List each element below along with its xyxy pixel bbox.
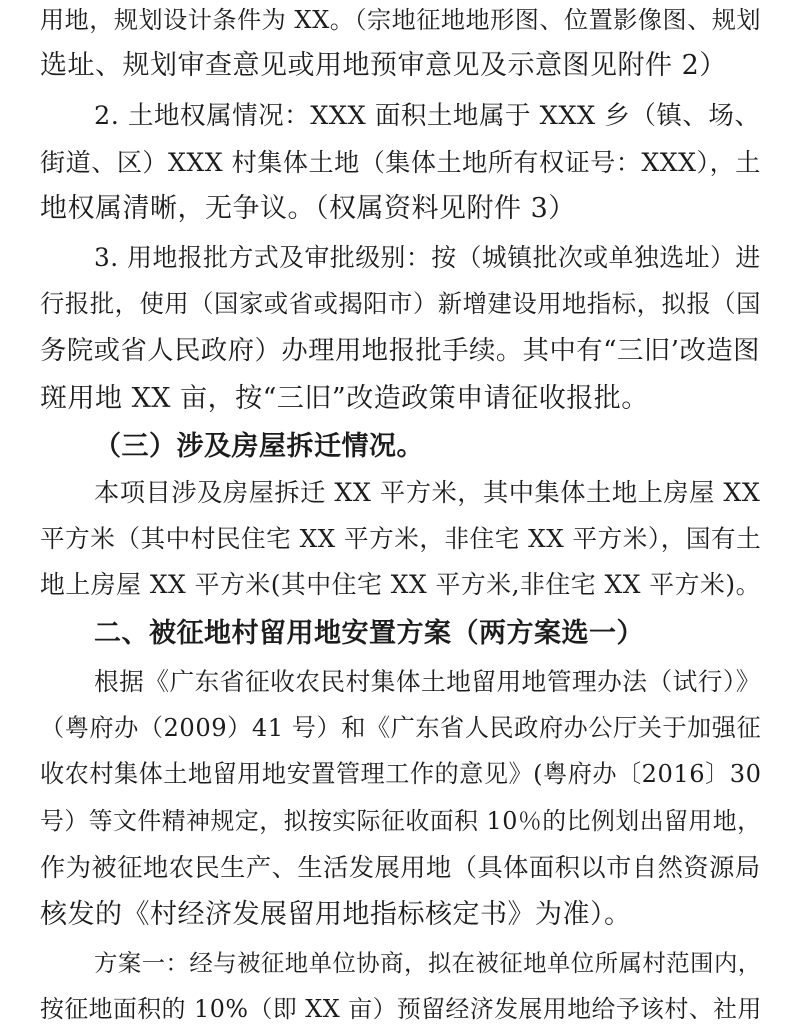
line-text: （三）涉及房屋拆迁情况。 xyxy=(94,431,424,462)
text-line xyxy=(0,379,800,419)
text-line xyxy=(0,801,800,841)
text-line xyxy=(0,662,800,702)
line-text: 平方米（其中村民住宅 XX 平方米，非住宅 XX 平方米），国有土 xyxy=(40,524,762,553)
text-line xyxy=(0,46,800,86)
text-line xyxy=(0,754,800,794)
line-text: 斑用地 XX 亩，按“三旧”改造政策申请征收报批。 xyxy=(40,383,649,414)
line-text: 本项目涉及房屋拆迁 XX 平方米，其中集体土地上房屋 XX xyxy=(94,478,761,507)
line-text: 根据《广东省征收农民村集体土地留用地管理办法（试行）》 xyxy=(94,667,761,696)
text-line xyxy=(0,895,800,935)
text-line xyxy=(0,989,800,1029)
text-line xyxy=(0,0,800,40)
line-text: 2. 土地权属情况：XXX 面积土地属于 XXX 乡（镇、场、 xyxy=(94,101,761,131)
text-line xyxy=(0,96,800,136)
line-text: 作为被征地农民生产、生活发展用地（具体面积以市自然资源局 xyxy=(40,853,761,882)
text-line xyxy=(0,331,800,371)
line-text: 务院或省人民政府）办理用地报批手续。其中有“三旧’改造图 xyxy=(40,336,760,366)
text-line xyxy=(0,473,800,513)
line-text: 核发的《村经济发展留用地指标核定书》为准）。 xyxy=(40,899,632,930)
text-line xyxy=(0,143,800,183)
line-text: 地上房屋 XX 平方米(其中住宅 XX 平方米,非住宅 XX 平方米)。 xyxy=(40,570,761,599)
text-line xyxy=(0,189,800,229)
line-text: 号）等文件精神规定，拟按实际征收面积 10％的比例划出留用地， xyxy=(40,807,762,835)
text-line xyxy=(0,708,800,748)
line-text: 按征地面积的 10%（即 XX 亩）预留经济发展用地给予该村、社用 xyxy=(40,995,762,1023)
line-text: 收农村集体土地留用地安置管理工作的意见》(粤府办〔2016〕30 xyxy=(40,760,762,788)
text-line xyxy=(0,284,800,324)
line-text: 街道、区）XXX 村集体土地（集体土地所有权证号：XXX），土 xyxy=(40,148,761,177)
line-text: 用地，规划设计条件为 XX。（宗地征地地形图、位置影像图、规划 xyxy=(40,6,761,34)
section-heading xyxy=(0,427,800,467)
text-line xyxy=(0,238,800,278)
text-line xyxy=(0,943,800,983)
line-text: 行报批，使用（国家或省或揭阳市）新增建设用地指标，拟报（国 xyxy=(40,289,761,318)
line-text: 3. 用地报批方式及审批级别：按（城镇批次或单独选址）进 xyxy=(94,243,761,272)
section-heading xyxy=(0,614,800,654)
line-text: 地权属清晰，无争议。（权属资料见附件 3） xyxy=(40,193,576,224)
text-line xyxy=(0,848,800,888)
text-line xyxy=(0,565,800,605)
line-text: （粤府办（2009）41 号）和《广东省人民政府办公厅关于加强征 xyxy=(40,714,762,742)
line-text: 二、被征地村留用地安置方案（两方案选一） xyxy=(94,618,644,649)
line-text: 选址、规划审查意见或用地预审意见及示意图见附件 2） xyxy=(40,50,727,81)
line-text: 方案一：经与被征地单位协商，拟在被征地单位所属村范围内， xyxy=(94,949,762,977)
text-line xyxy=(0,519,800,559)
